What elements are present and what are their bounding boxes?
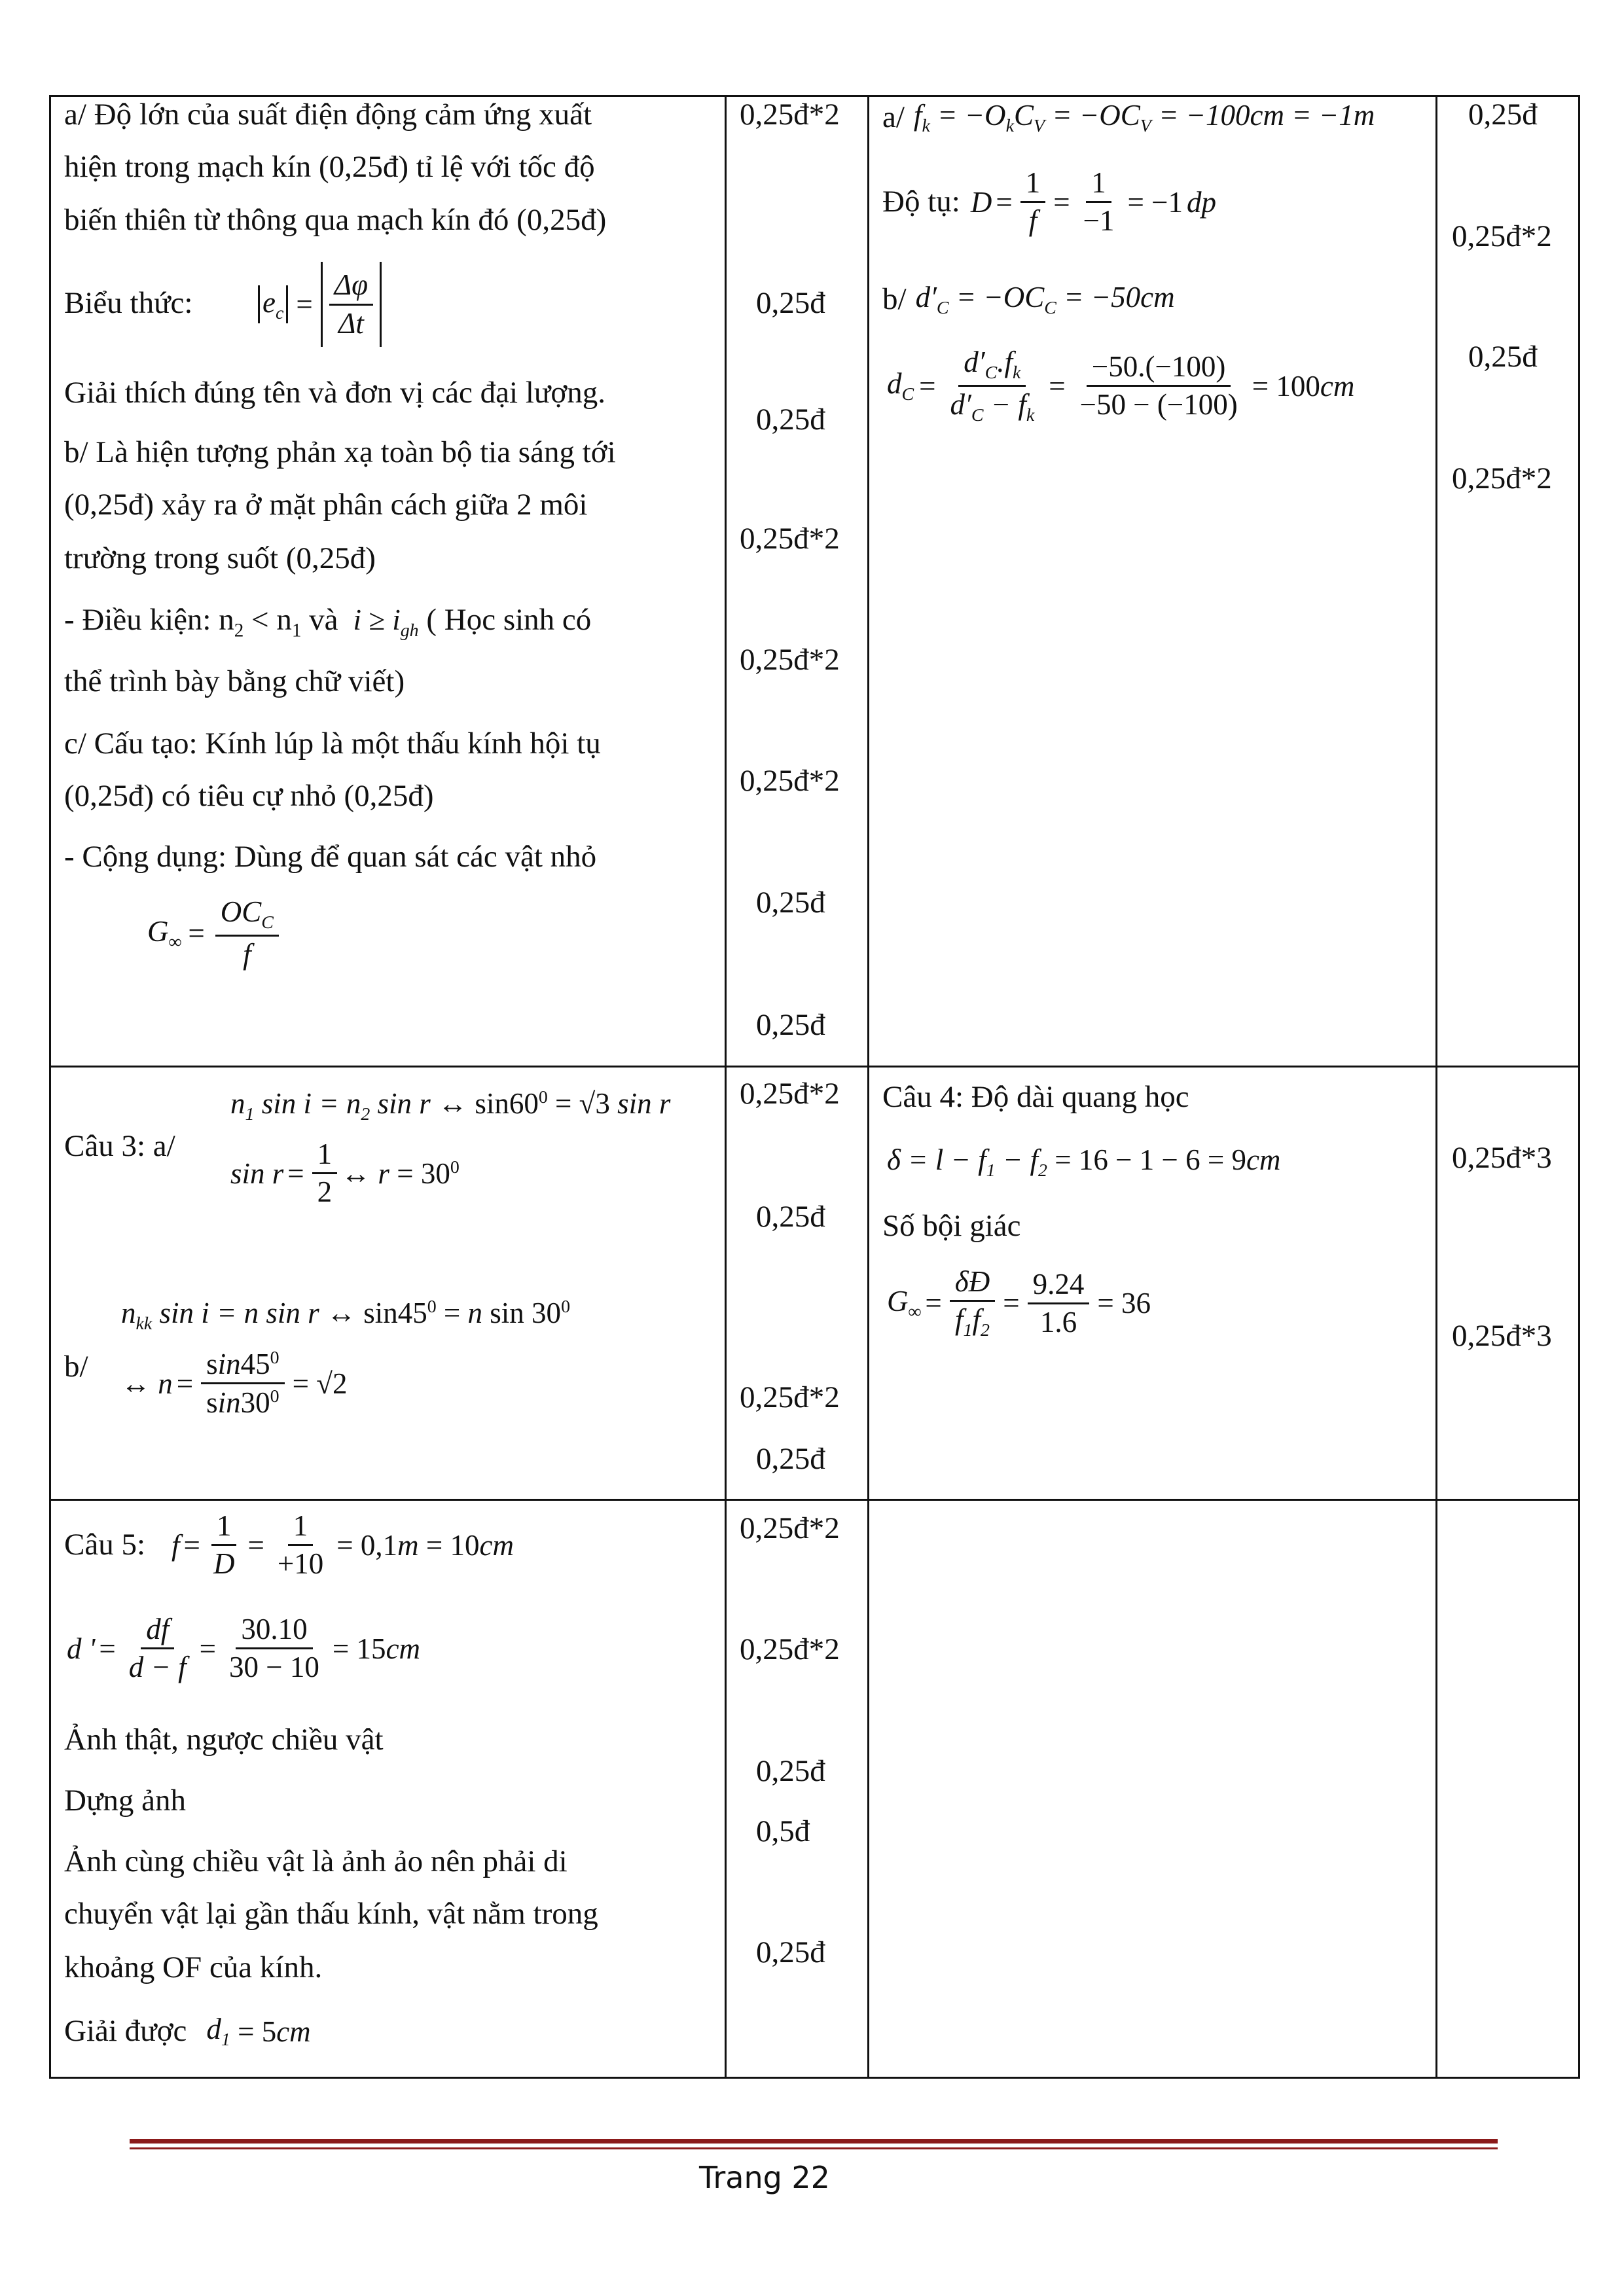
formula-snell-2: sin r = $\frac{1}{2}$ ↔ r = $30^0$	[230, 1138, 460, 1209]
text-line: trường trong suốt (0,25đ)	[64, 541, 376, 575]
formula-d1: Giải được $d_1$ = 5 cm	[64, 2013, 311, 2050]
formula-n-1: $n_{kk}$ sin i = n sin r ↔ $\sin 45^0 = n$ $\sin 30^0$	[121, 1297, 571, 1334]
so-boi-giac-label: Số bội giác	[882, 1209, 1021, 1243]
score: 0,25đ*2	[1452, 219, 1552, 253]
bieu-thuc-label: Biểu thức:	[64, 286, 193, 320]
text-line: thể trình bày bằng chữ viết)	[64, 664, 405, 698]
score: 0,25đ*2	[1452, 461, 1552, 495]
score: 0,25đ*2	[740, 643, 840, 677]
formula-delta: $\delta = l - f_1 - f_2 = 16 - 1 - 6 = 9cm$	[887, 1143, 1281, 1181]
score: 0,25đ*2	[740, 522, 840, 556]
formula-dc-prime: b/ $d'_C = -OC_C = -50cm$	[882, 281, 1175, 318]
text-line: chuyển vật lại gần thấu kính, vật nằm trong	[64, 1897, 598, 1931]
dung-anh-text: Dựng ảnh	[64, 1784, 187, 1818]
formula-n-2: ↔ n = $\frac{\sin 45^0}{\sin 30^0}$ = √2	[121, 1348, 348, 1420]
formula-g-inf: $G_\infty$ = $\frac{\delta Đ}{f_1f_2}$ = $\frac{9.24}{1.6}$ = 36	[887, 1265, 1151, 1341]
text-line: c/ Cấu tạo: Kính lúp là một thấu kính hội tụ	[64, 726, 601, 761]
anh-that-text: Ảnh thật, ngược chiều vật	[64, 1723, 384, 1757]
score: 0,25đ*2	[740, 1511, 840, 1545]
score: 0,25đ*2	[740, 764, 840, 798]
dieu-kien-line: - Điều kiện: $n_2 < n_1$ và $i \ge i_{gh}$ ( Học sinh có	[64, 603, 592, 641]
footer-rule-top	[130, 2139, 1498, 2144]
cau4-title: Câu 4: Độ dài quang học	[882, 1080, 1189, 1114]
score: 0,25đ	[756, 1442, 825, 1476]
text-line: hiện trong mạch kín (0,25đ) tỉ lệ với tốc độ	[64, 150, 595, 184]
formula-do-tu: Độ tụ: D = $\frac{1}{f}$ = $\frac{1}{-1}$ = −1 dp	[882, 166, 1216, 238]
score: 0,25đ	[756, 1008, 825, 1042]
text-line: biến thiên từ thông qua mạch kín đó (0,25đ)	[64, 203, 607, 237]
score: 0,25đ*3	[1452, 1141, 1552, 1175]
footer-rule-bottom	[130, 2147, 1498, 2149]
score: 0,25đ	[756, 403, 825, 437]
formula-fk: a/ $f_k = -O_kC_V = -OC_V = -100cm = -1m$	[882, 99, 1375, 136]
score: 0,25đ*3	[1452, 1319, 1552, 1353]
text-line: (0,25đ) xảy ra ở mặt phân cách giữa 2 môi	[64, 488, 588, 522]
score: 0,25đ	[756, 1200, 825, 1234]
text-line: b/ Là hiện tượng phản xạ toàn bộ tia sáng tới	[64, 435, 616, 469]
score: 0,25đ	[1468, 98, 1538, 132]
formula-snell-1: $n_1$ $\sin i = n_2$ sin r ↔ $\sin 60^0 = √3$ sin r	[230, 1087, 671, 1124]
text-line: Ảnh cùng chiều vật là ảnh ảo nên phải di	[64, 1844, 568, 1878]
score: 0,25đ	[756, 1935, 825, 1969]
text-line: khoảng OF của kính.	[64, 1950, 323, 1984]
formula-dc: $d_C$ = $\frac{d'_C.f_k}{d'_C - f_k}$ = $\frac{-50.(-100)}{-50 - (-100)}$ = 100 cm	[887, 346, 1355, 426]
formula-magnification: $G_\infty$ = $\frac{OC_C}{f}$	[147, 897, 283, 971]
formula-emf: $e_c$ = $\frac{\Delta\varphi}{\Delta t}$	[255, 262, 384, 347]
b-label: b/	[64, 1350, 88, 1384]
formula-d-prime: d ' = $\frac{df}{d - f}$ = $\frac{30.10}{30 - 10}$ = 15 cm	[67, 1613, 421, 1684]
giai-thich-text: Giải thích đúng tên và đơn vị các đại lượng.	[64, 376, 605, 410]
score: 0,25đ*2	[740, 98, 840, 132]
score: 0,25đ*2	[740, 1632, 840, 1666]
score: 0,25đ*2	[740, 1077, 840, 1111]
score: 0,25đ	[756, 1754, 825, 1788]
score: 0,25đ	[1468, 340, 1538, 374]
score: 0,25đ	[756, 286, 825, 320]
formula-f: Câu 5: f = $\frac{1}{D}$ = $\frac{1}{+10}$ = 0,1 m = 10 cm	[64, 1509, 514, 1581]
text-line: a/ Độ lớn của suất điện động cảm ứng xuất	[64, 98, 592, 132]
cong-dung-text: - Cộng dụng: Dùng để quan sát các vật nhỏ	[64, 840, 597, 874]
page-number: Trang 22	[699, 2160, 830, 2195]
score: 0,25đ*2	[740, 1380, 840, 1414]
score: 0,25đ	[756, 886, 825, 920]
cau3a-label: Câu 3: a/	[64, 1129, 175, 1163]
score: 0,5đ	[756, 1814, 810, 1848]
text-line: (0,25đ) có tiêu cự nhỏ (0,25đ)	[64, 779, 434, 813]
